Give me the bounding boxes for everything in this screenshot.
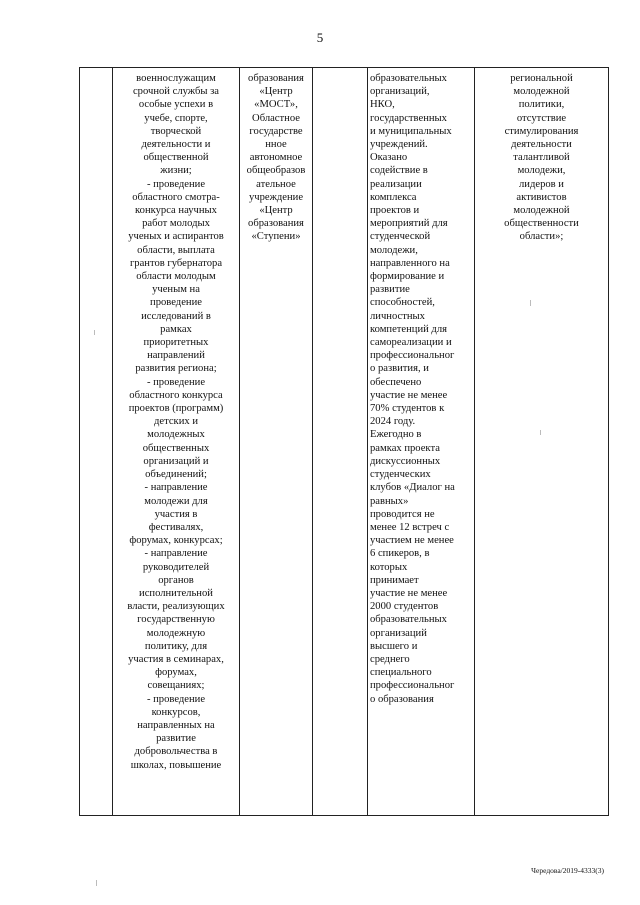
cell-text-line: способностей, [370, 297, 435, 309]
cell-text-line: областного конкурса [129, 389, 223, 401]
cell-text-line: клубов «Диалог на [370, 482, 455, 494]
cell-text-line: ученых и аспирантов [128, 231, 224, 243]
cell-text-line: особые успехи в [138, 99, 214, 111]
cell-text-line: государственную [137, 614, 215, 626]
cell-text-line: организаций, [370, 86, 430, 98]
cell-text-line: «Ступени» [251, 231, 301, 243]
cell-text-line: срочной службы за [132, 86, 219, 98]
cell-text-line: конкурсов, [151, 706, 201, 718]
cell-text-line: менее 12 встреч с [370, 521, 450, 533]
cell-text-line: участия в [154, 508, 198, 520]
column-divider [367, 67, 368, 816]
cell-text-line: исполнительной [139, 587, 213, 599]
cell-text-line: областного смотра- [132, 191, 220, 203]
cell-text-line: грантов губернатора [129, 257, 223, 269]
cell-text-line: о развития, и [370, 363, 429, 375]
cell-text-line: школах, повышение [130, 759, 222, 771]
cell-text-line: молодежной [513, 86, 570, 98]
column-divider [239, 67, 240, 816]
cell-text-line: обеспечено [370, 376, 422, 388]
page-number: 5 [316, 30, 324, 45]
cell-text-line: активистов [516, 191, 567, 203]
cell-text-line: образовательных [370, 614, 447, 626]
cell-text-line: фестивалях, [148, 521, 204, 533]
cell-text-line: жизни; [160, 165, 192, 177]
cell-text-line: ученым на [152, 284, 200, 296]
cell-text-line: содействие в [370, 165, 428, 177]
cell-text-line: 6 спикеров, в [370, 548, 430, 560]
scan-speck [96, 880, 97, 886]
cell-text-line: «МОСТ», [254, 99, 298, 111]
cell-text-line: учебе, спорте, [144, 112, 208, 124]
cell-text-line: высшего и [370, 640, 418, 652]
cell-text-line: региональной [510, 73, 573, 84]
cell-text-line: молодежных [147, 429, 205, 441]
table-cell-measures [114, 72, 238, 772]
cell-text-line: совещаниях; [147, 680, 205, 692]
cell-text-line: участием не менее [370, 535, 454, 547]
cell-text-line: Оказано [370, 152, 408, 164]
cell-text-line: личностных [370, 310, 425, 322]
cell-text-line: проектов и [370, 205, 420, 217]
cell-text-line: талантливой [513, 152, 570, 164]
cell-text-line: работ молодых [142, 218, 210, 230]
cell-text-line: студенческих [370, 469, 431, 481]
cell-text-line: принимает [370, 574, 419, 586]
cell-text-line: 2000 студентов [370, 601, 439, 613]
scan-speck [94, 330, 95, 335]
cell-text-line: нное [265, 139, 287, 151]
scan-speck [530, 300, 531, 306]
cell-text-line: «Центр [259, 86, 293, 98]
cell-text-line: молодежи, [517, 165, 566, 177]
cell-text-line: молодежной [513, 205, 570, 217]
cell-text-line: направлений [147, 350, 205, 362]
cell-text-line: стимулирования [504, 125, 579, 137]
cell-text-line: участия в семинарах, [128, 653, 224, 665]
cell-text-line: форумах, конкурсах; [129, 535, 223, 547]
cell-text-line: проектов (программ) [128, 403, 224, 415]
cell-text-line: органов [158, 574, 194, 586]
cell-text-line: «Центр [259, 205, 293, 217]
cell-text-line: образования [248, 73, 304, 84]
cell-text-line: организаций и [143, 455, 209, 467]
cell-text-line: образовательных [370, 73, 447, 84]
cell-text-line: военнослужащим [136, 73, 216, 84]
cell-text-line: учреждение [248, 191, 304, 203]
cell-text-line: Областное [252, 112, 300, 124]
cell-text-line: творческой [150, 125, 202, 137]
cell-text-line: реализации [370, 178, 422, 190]
cell-text-line: - проведение [146, 693, 206, 705]
cell-text-line: области молодым [136, 271, 216, 283]
cell-text-line: области, выплата [137, 244, 215, 256]
cell-text-line: НКО, [370, 99, 395, 111]
cell-text-line: политику, для [144, 640, 208, 652]
cell-text-line: - направление [144, 482, 208, 494]
scan-speck [540, 430, 541, 435]
cell-text-line: 70% студентов к [370, 403, 445, 415]
cell-text-line: общественности [504, 218, 579, 230]
cell-text-line: о образования [370, 693, 434, 705]
cell-text-line: общественных [142, 442, 210, 454]
cell-text-line: учреждений. [370, 139, 428, 151]
cell-text-line: направленного на [370, 257, 450, 269]
cell-text-line: власти, реализующих [127, 601, 225, 613]
table-cell-executors [241, 72, 311, 244]
column-divider [474, 67, 475, 816]
cell-text-line: рамках [160, 323, 192, 335]
cell-text-line: ательное [256, 178, 296, 190]
cell-text-line: образования [248, 218, 304, 230]
cell-text-line: 2024 году. [370, 416, 416, 428]
cell-text-line: направленных на [137, 719, 215, 731]
cell-text-line: самореализации и [370, 337, 452, 349]
cell-text-line: государстве [249, 125, 303, 137]
cell-text-line: организаций [370, 627, 427, 639]
cell-text-line: специального [370, 667, 432, 679]
cell-text-line: профессиональног [370, 680, 455, 692]
cell-text-line: добровольчества в [134, 746, 218, 758]
cell-text-line: дискуссионных [370, 455, 441, 467]
cell-text-line: развития региона; [135, 363, 217, 375]
cell-text-line: компетенций для [370, 323, 447, 335]
cell-text-line: рамках проекта [370, 442, 440, 454]
cell-text-line: Ежегодно в [370, 429, 422, 441]
cell-text-line: приоритетных [143, 337, 209, 349]
cell-text-line: политики, [518, 99, 565, 111]
cell-text-line: равных» [370, 495, 409, 507]
cell-text-line: профессиональног [370, 350, 455, 362]
document-footer-code: Чередова/2019-4333(3) [531, 866, 604, 875]
cell-text-line: среднего [370, 653, 410, 665]
cell-text-line: области»; [519, 231, 564, 243]
cell-text-line: молодежную [146, 627, 206, 639]
cell-text-line: деятельности [511, 139, 572, 151]
cell-text-line: исследований в [141, 310, 211, 322]
cell-text-line: лидеров и [519, 178, 564, 190]
cell-text-line: отсутствие [516, 112, 567, 124]
cell-text-line: которых [370, 561, 408, 573]
table-cell-results [370, 72, 474, 706]
cell-text-line: общественной [143, 152, 209, 164]
cell-text-line: деятельности и [141, 139, 211, 151]
cell-text-line: развитие [156, 733, 196, 745]
table-cell-consequences [476, 72, 607, 244]
cell-text-line: комплекса [370, 191, 417, 203]
cell-text-line: конкурса научных [135, 205, 217, 217]
cell-text-line: автономное [249, 152, 303, 164]
cell-text-line: проводится не [370, 508, 435, 520]
cell-text-line: молодежи для [144, 495, 208, 507]
column-divider [312, 67, 313, 816]
cell-text-line: студенческой [370, 231, 431, 243]
cell-text-line: и муниципальных [370, 125, 452, 137]
cell-text-line: - проведение [146, 178, 206, 190]
cell-text-line: мероприятий для [370, 218, 448, 230]
cell-text-line: государственных [370, 112, 447, 124]
column-divider [112, 67, 113, 816]
cell-text-line: развитие [370, 284, 410, 296]
cell-text-line: участие не менее [370, 389, 448, 401]
cell-text-line: проведение [150, 297, 202, 309]
cell-text-line: участие не менее [370, 587, 448, 599]
cell-text-line: общеобразов [246, 165, 306, 177]
cell-text-line: - проведение [146, 376, 206, 388]
cell-text-line: молодежи, [370, 244, 418, 256]
cell-text-line: - направление [144, 548, 208, 560]
cell-text-line: объединений; [145, 469, 207, 481]
cell-text-line: руководителей [142, 561, 210, 573]
cell-text-line: форумах, [155, 667, 197, 679]
cell-text-line: формирование и [370, 271, 445, 283]
cell-text-line: детских и [154, 416, 198, 428]
